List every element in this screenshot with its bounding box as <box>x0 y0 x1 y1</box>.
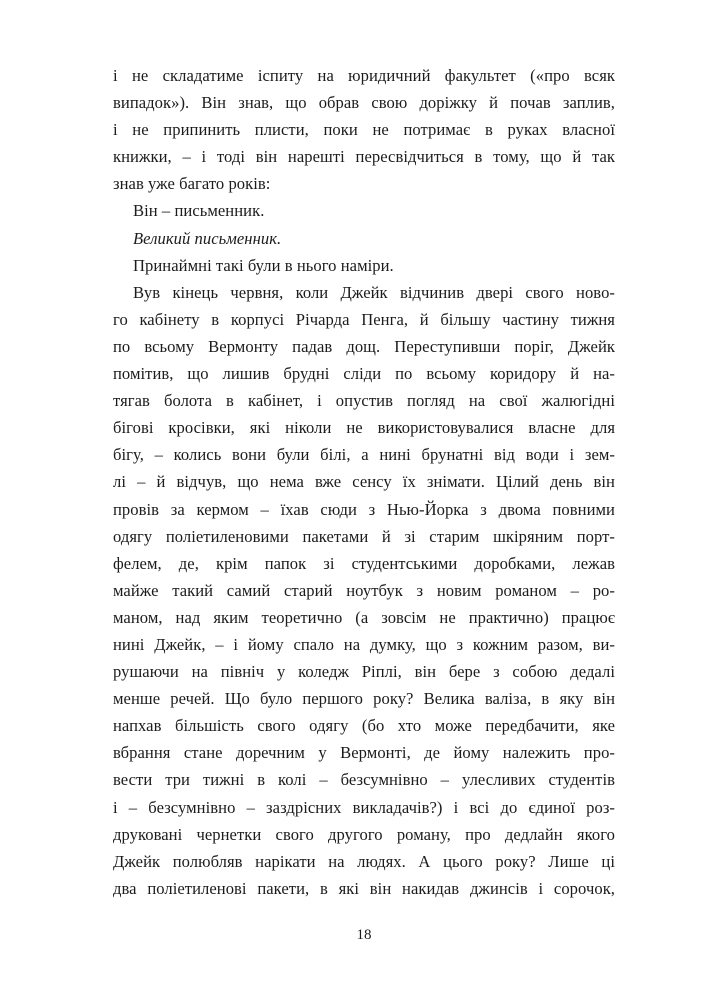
text-line-11: по всьому Вермонту падав дощ. Переступивши поріг, Джейк <box>113 336 615 356</box>
text-line-20: майже такий самий старий ноутбук з новим романом – ро- <box>113 580 615 600</box>
text-line-2: випадок»). Він знав, що обрав свою доріжку й почав заплив, <box>113 93 615 113</box>
text-line-17: провів за кермом – їхав сюди з Нью-Йорка з двома повними <box>113 499 615 519</box>
text-line-23: рушаючи на північ у коледж Ріплі, він бере з собою дедалі <box>113 662 615 682</box>
text-line-21: маном, над яким теоретично (а зовсім не практично) працює <box>113 607 615 627</box>
text-line-6: Він – письменник. <box>133 201 265 221</box>
text-line-19: фелем, де, крім папок зі студентськими доробками, лежав <box>113 553 615 573</box>
text-line-1: і не складатиме іспиту на юридичний факультет («про всяк <box>113 66 615 85</box>
text-line-31: два поліетиленові пакети, в які він накидав джинсів і сорочок, <box>113 878 615 898</box>
text-line-18: одягу поліетиленовими пакетами й зі старим шкіряним порт- <box>113 526 615 546</box>
text-line-15: бігу, – колись вони були білі, а нині брунатні від води і зем- <box>113 445 615 465</box>
text-line-26: вбрання стане доречним у Вермонті, де йому належить про- <box>113 743 615 763</box>
text-line-24: менше речей. Що було першого року? Велика валіза, в яку він <box>113 689 615 709</box>
text-line-13: тягав болота в кабінет, і опустив погляд на свої жалюгідні <box>113 391 615 411</box>
text-line-30: Джейк полюбляв нарікати на людях. А цього року? Лише ці <box>113 851 615 871</box>
text-line-9: Вув кінець червня, коли Джейк відчинив двері свого ново- <box>133 282 615 302</box>
text-line-10: го кабінету в корпусі Річарда Пенга, й більшу частину тижня <box>113 309 615 329</box>
text-line-27: вести три тижні в колі – безсумнівно – улесливих студентів <box>113 770 615 790</box>
text-line-29: друковані чернетки свого другого роману, про дедлайн якого <box>113 824 615 844</box>
text-line-5: знав уже багато років: <box>113 174 271 194</box>
text-line-4: книжки, – і тоді він нарешті пересвідчиться в тому, що й так <box>113 147 615 167</box>
text-line-8: Принаймні такі були в нього наміри. <box>133 255 394 275</box>
text-line-7: Великий письменник. <box>133 228 282 248</box>
text-line-16: лі – й відчув, що нема вже сенсу їх знімати. Цілий день він <box>113 472 615 492</box>
text-line-14: бігові кросівки, які ніколи не використовувалися власне для <box>113 418 615 438</box>
text-line-3: і не припинить плисти, поки не потримає в руках власної <box>113 120 615 140</box>
text-line-22: нині Джейк, – і йому спало на думку, що з кожним разом, ви- <box>113 634 615 654</box>
text-line-28: і – безсумнівно – заздрісних викладачів?) і всі до єдиної роз- <box>113 797 615 817</box>
text-line-12: помітив, що лишив брудні сліди по всьому коридору й на- <box>113 364 615 384</box>
book-page-text <box>113 62 615 902</box>
page-number: 18 <box>356 927 372 943</box>
text-line-25: напхав більшість свого одягу (бо хто може передбачити, яке <box>113 716 615 736</box>
